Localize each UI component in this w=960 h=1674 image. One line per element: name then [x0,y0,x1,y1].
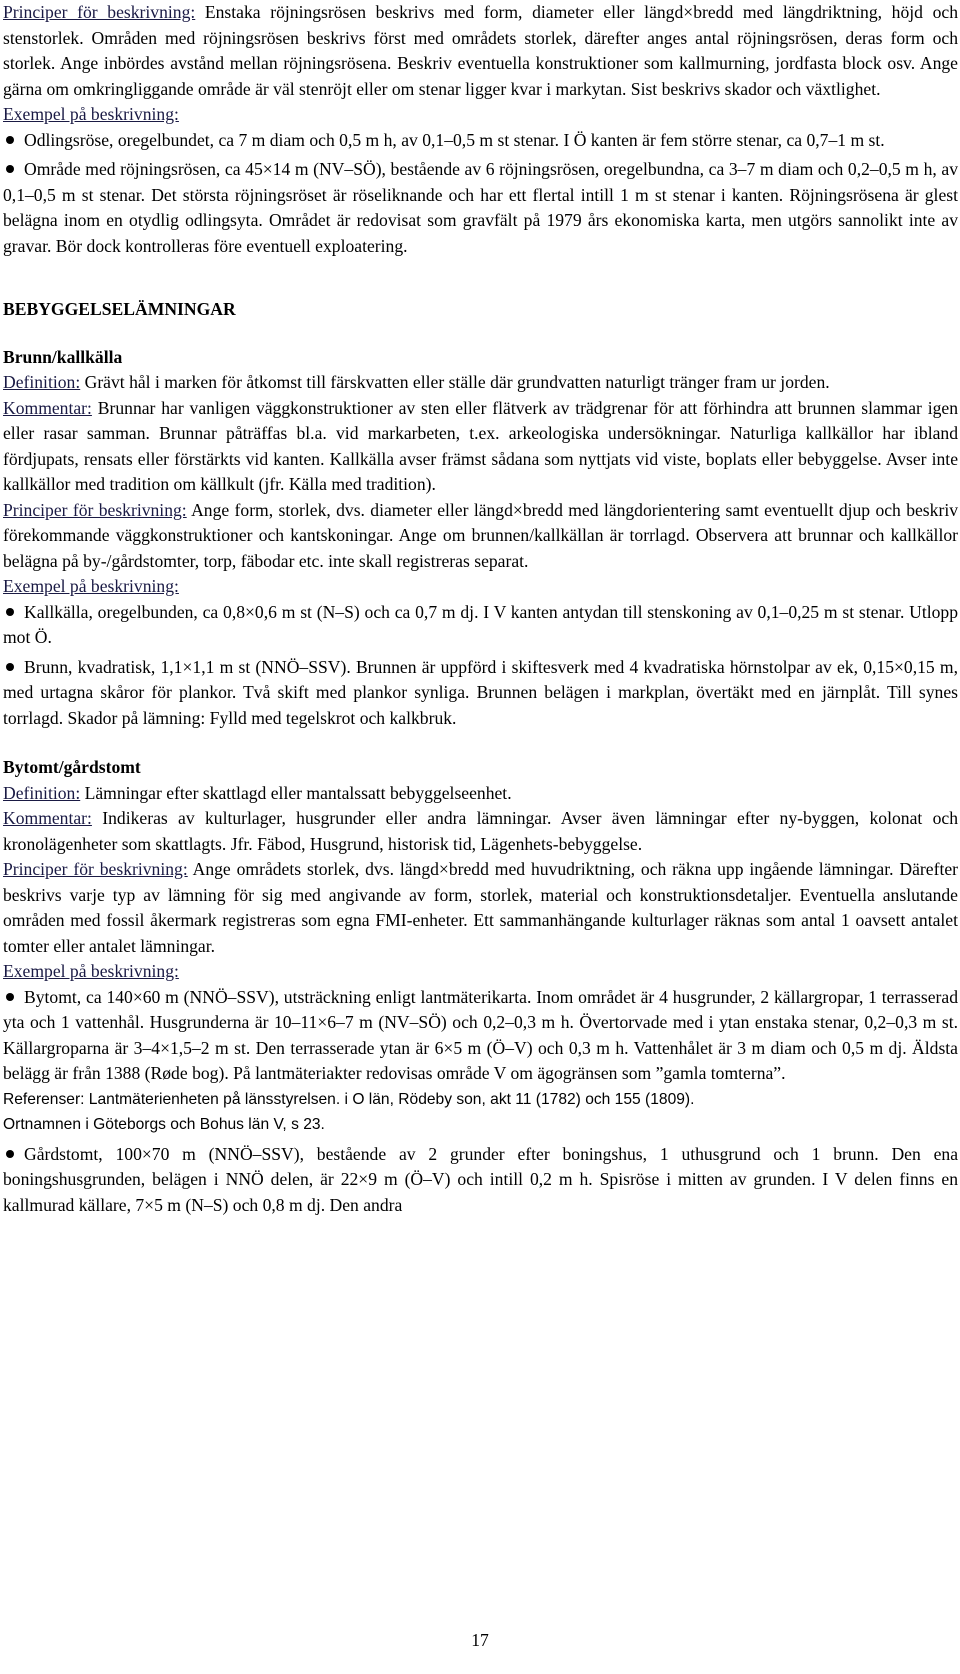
list-item [3,600,958,651]
principles-text: Ange form, storlek, dvs. diameter eller längd×bredd med längdorientering samt eventuellt djup och beskriv förekommande väggkonstruktioner och kantskoningar. Ange om brunnen/kallkällan är torrlagd. Observera att brunnar och kallkällor belägna på by-/gårdstomter, torp, fäbodar etc. inte skall registreras separat. [3,499,958,571]
reference-line: Ortnamnen i Göteborgs och Bohus län V, s 23. [3,1116,325,1133]
list-item-text: Bytomt, ca 140×60 m (NNÖ–SSV), utsträckning enligt lantmäterikarta. Inom området är 4 husgrunder, 2 källargropar, 1 terrasserad yta och 1 vattenhål. Husgrunderna är 10–11×6–7 m (NV–SÖ) och 0,2–0,3 m h. Övertorvade med i ytan enstaka stenar, 0,2–0,3 m st. Källargroparna är 3–4×1,5–2 m st. Den terrasserade ytan är 6×5 m (Ö–V) och 0,3 m h. Vattenhålet är 3 m diam och 0,5 m dj. Äldsta belägg är från 1388 (Røde bog). På lantmäteriakter redovisas område V om ägogränsen som ”gamla tomterna”. [3,986,958,1083]
principles-label: Principer för beskrivning: [3,2,196,22]
comment-label: Kommentar: [3,397,92,418]
list-item [3,985,958,1087]
comment-text: Indikeras av kulturlager, husgrunder eller andra lämningar. Avser även lämningar efter ny-byggen, kolonat och kronolägenheter som skattlagts. Jfr. Fäbod, Husgrund, historisk tid, Lägenhets-bebyggelse. [3,808,958,854]
page-content [3,0,958,1218]
bullet-icon [6,663,14,671]
brunn-comment [3,396,958,498]
list-item-text: Område med röjningsrösen, ca 45×14 m (NV–SÖ), bestående av 6 röjningsrösen, oregelbundna, ca 3–7 m diam och 0,2–0,5 m h, av 0,1–0,5 m st stenar. Det största röjningsröset är röseliknande och har ett flertal intill 1 m st stenar i kanten. Röjningsrösena är glest belägna inom en otydlig odlingsyta. Området är redovisat som gravfält på 1979 års ekonomiska karta, men utgörs sannolikt inte av gravar. Bör dock kontrolleras före eventuell exploatering. [3,159,958,256]
principles-label: Principer för beskrivning: [3,859,188,879]
definition-text: Lämningar efter skattlagd eller mantalssatt bebyggelseenhet. [80,782,512,803]
subsection-title-bytomt: Bytomt/gårdstomt [3,757,141,777]
principles-text: Ange områdets storlek, dvs. längd×bredd med huvudriktning, och räkna upp ingående lämningar. Därefter beskrivs varje typ av lämning för sig med angivande av form, storlek, material och konstruktionsdetaljer. Eventuella anslutande områden med fossil åkermark registreras som egna FMI-enheter. Ett sammanhängande kulturlager räknas som antal 1 oavsett antalet tomter eller antalet lämningar. [3,859,958,956]
principles-text: Enstaka röjningsrösen beskrivs med form, diameter eller längd×bredd med längdriktning, höjd och stenstorlek. Områden med röjningsrösen beskrivs först med områdets storlek, därefter anges antal röjningsrösen, deras form och storlek. Ange inbördes avstånd mellan röjningsrösena. Beskriv eventuella konstruktioner som kallmurning, jordfasta block osv. Ange gärna om omkringliggande område är väl stenröjt eller om stenar ligger kvar i markytan. Sist beskrivs skador och växtlighet. [3,2,958,99]
list-item [3,655,958,732]
subsection-title-brunn: Brunn/kallkälla [3,346,123,367]
bullet-icon [6,608,14,616]
section-title: BEBYGGELSELÄMNINGAR [3,299,236,319]
list-item [3,157,958,259]
list-item-text: Brunn, kvadratisk, 1,1×1,1 m st (NNÖ–SSV). Brunnen är uppförd i skiftesverk med 4 kvadratiska hörnstolpar av ek, 0,15×0,15 m, med urtagna skåror för plankor. Två skift med plankor synliga. Brunnen belägen i markplan, övertäkt med en järnplåt. Till synes torrlagd. Skador på lämning: Fylld med tegelskrot och kalkbruk. [3,656,958,728]
example-label: Exempel på beskrivning: [3,104,179,124]
brunn-principles [3,498,958,575]
list-item [3,1142,958,1219]
page-number: 17 [471,1630,489,1650]
bullet-icon [6,165,14,173]
list-item [3,128,958,154]
list-item-text: Kallkälla, oregelbunden, ca 0,8×0,6 m st (N–S) och ca 0,7 m dj. I V kanten antydan till stenskoning av 0,1–0,25 m st stenar. Utlopp mot Ö. [3,601,958,647]
comment-text: Brunnar har vanligen väggkonstruktioner av sten eller flätverk av trädgrenar för att förhindra att brunnen slammar igen eller rasar samman. Brunnar påträffas bl.a. vid markarbeten, t.ex. arkeologiska undersökningar. Naturliga kallkällor har ibland fördjupats, rensats eller förstärkts vid kanten. Kallkälla avser främst sådana som nyttjats vid viste, boplats eller bebyggelse. Avser inte kallkällor med tradition om källkult (jfr. Källa med tradition). [3,397,958,494]
bytomt-comment [3,806,958,857]
intro-principles [3,0,958,102]
bullet-icon [6,136,14,144]
definition-label: Definition: [3,372,81,392]
example-label: Exempel på beskrivning: [3,961,179,981]
brunn-definition [3,370,958,396]
bytomt-principles [3,857,958,959]
bullet-icon [6,1150,14,1158]
definition-text: Grävt hål i marken för åtkomst till färskvatten eller ställe där grundvatten naturligt tränger fram ur jorden. [80,372,830,392]
bytomt-definition [3,781,958,807]
principles-label: Principer för beskrivning: [3,499,187,520]
example-label: Exempel på beskrivning: [3,576,179,596]
bullet-icon [6,993,14,1001]
list-item-text: Gårdstomt, 100×70 m (NNÖ–SSV), bestående av 2 grunder efter boningshus, 1 uthusgrund och 1 brunn. Den ena boningshusgrunden, belägen i NNÖ delen, är 22×9 m (Ö–V) och intill 0,2 m h. Spisröse i mitten av grunden. I V delen finns en kallmurad källare, 7×5 m (N–S) och 0,8 m dj. Den andra [3,1143,958,1215]
definition-label: Definition: [3,782,81,803]
reference-line: Referenser: Lantmäterienheten på länsstyrelsen. i O län, Rödeby son, akt 11 (1782) och 155 (1809). [3,1090,695,1108]
list-item-text: Odlingsröse, oregelbundet, ca 7 m diam och 0,5 m h, av 0,1–0,5 m st stenar. I Ö kanten är fem större stenar, ca 0,7–1 m st. [24,129,885,150]
comment-label: Kommentar: [3,808,92,828]
